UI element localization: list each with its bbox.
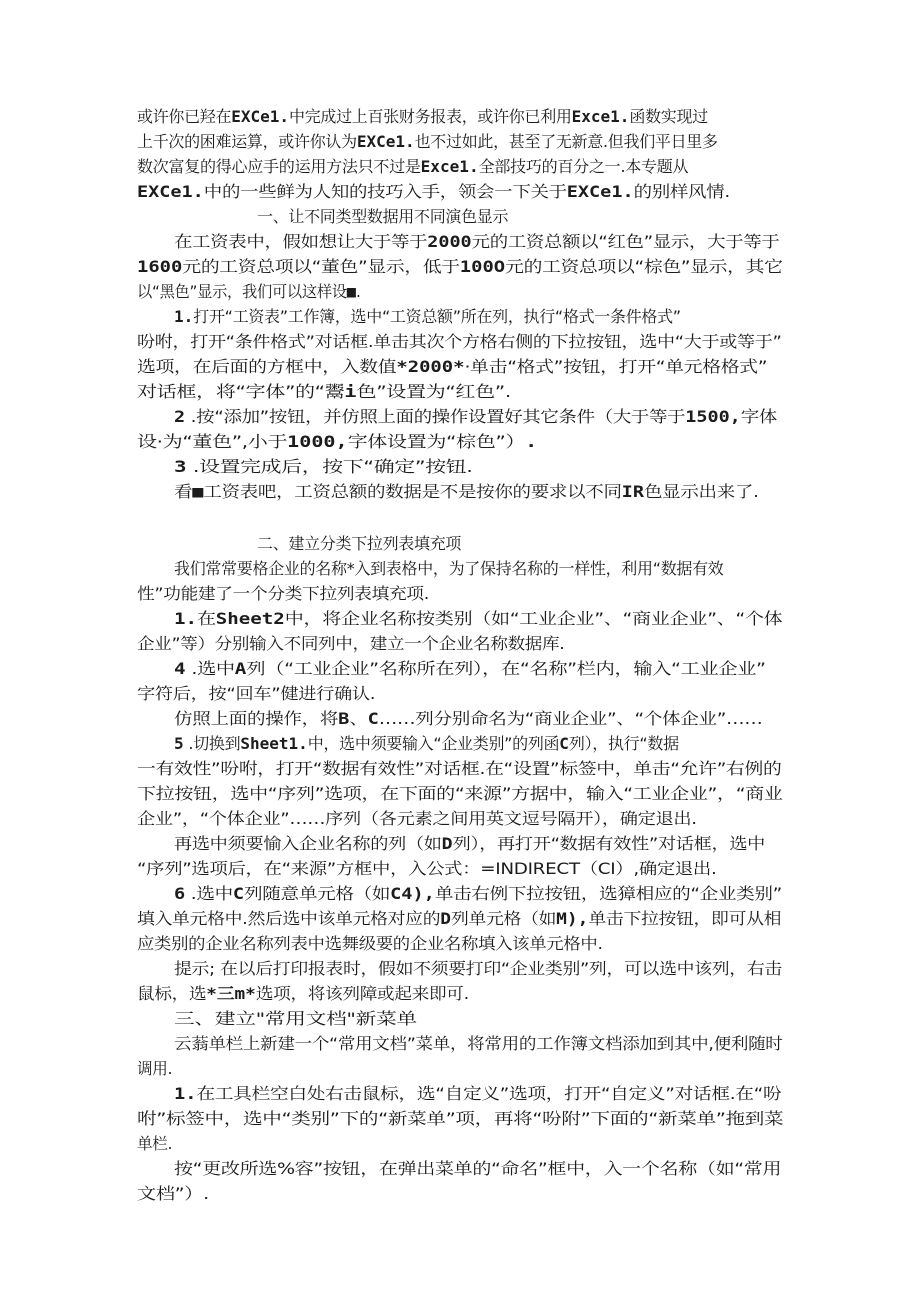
text-segment: 云蓊单栏上新建一个“常用文档”菜单，将常用的工作簿文档添加到其中,便利随时: [174, 1034, 783, 1053]
text-segment: 咐”标签中，选中“类别”下的“新菜单”项，再将“吩附”下面的“新菜单”拖到菜: [137, 1109, 784, 1128]
bold-segment: 3: [174, 457, 187, 476]
text-segment: .切换到: [183, 734, 241, 753]
bold-segment: *三m*: [206, 984, 256, 1003]
text-segment: 对话框，将“字体”的“鬻: [137, 382, 345, 401]
bold-segment: Sheet2: [215, 609, 285, 628]
text-segment: ……列分别命名为“商业企业”、“个体企业”……: [378, 709, 763, 728]
text-segment: 选项，将该列障或起来即可.: [255, 984, 469, 1003]
text-segment: 二、建立分类下拉列表填充项: [257, 534, 462, 553]
text-segment: 全部技巧的百分之一.本专题从: [478, 157, 689, 176]
text-line: [137, 1131, 172, 1157]
bold-segment: .: [525, 432, 538, 451]
text-line: [137, 154, 688, 180]
bold-segment: ■: [192, 482, 204, 501]
text-segment: 上千次的困难运算，或许你认为: [137, 132, 357, 151]
bold-segment: 2000: [427, 232, 472, 251]
bold-segment: C: [367, 709, 379, 728]
bold-segment: 5: [174, 734, 184, 753]
bold-segment: 1500,: [685, 407, 741, 426]
text-line: [174, 1031, 783, 1057]
text-segment: .选中: [185, 659, 235, 678]
bold-segment: Exce1.: [571, 107, 630, 126]
text-line: [174, 831, 765, 857]
bold-segment: 2: [174, 407, 186, 426]
text-line: [137, 756, 781, 782]
bold-segment: IR: [621, 482, 644, 501]
text-line: [137, 1106, 783, 1132]
text-segment: 性”功能建了一个分类下拉列表填充项.: [137, 584, 429, 603]
text-line: [174, 706, 762, 732]
text-line: [174, 556, 724, 582]
text-line: [137, 981, 469, 1007]
bold-segment: C: [559, 734, 569, 753]
text-segment: 应类别的企业名称列表中选舞级要的企业名称填入该单元格中.: [137, 934, 603, 953]
text-segment: 企业”，“个体企业”……序列（各元素之间用英文逗号隔开），确定退出.: [137, 809, 697, 828]
text-segment: 中的一些鲜为人知的技巧入手，领会一下关于: [203, 182, 567, 201]
text-line: [137, 279, 361, 305]
bold-segment: B: [338, 709, 350, 728]
text-segment: 再选中须要愉入企业名称的列（如: [174, 834, 442, 853]
bold-segment: 100O: [459, 257, 506, 276]
text-line: [174, 304, 681, 330]
bold-segment: 1.: [174, 1084, 197, 1103]
text-segment: 三、建立"常用文档"新菜单: [174, 1009, 417, 1028]
bold-segment: D: [440, 909, 451, 928]
text-segment: 函数实现过: [629, 107, 708, 126]
text-segment: 数次富复的得心应手的运用方法只不过是: [137, 157, 421, 176]
text-segment: 字符后，按“回车”健进行确认.: [137, 684, 376, 703]
text-segment: 元的工资总项以“棕色”显示，其它: [505, 257, 783, 276]
bold-segment: EXCe1.: [137, 182, 204, 201]
text-segment: 一、让不同类型数据用不同演色显示: [257, 207, 509, 226]
bold-segment: Sheet1.: [240, 734, 308, 753]
text-segment: 仿照上面的操作，将: [174, 709, 339, 728]
text-segment: 、: [349, 709, 368, 728]
bold-segment: *2000*: [396, 357, 465, 376]
text-segment: 或许你已羟在: [137, 107, 232, 126]
text-line: [174, 454, 473, 480]
text-segment: 列（“工业企业”名称所在列），在“名称”栏内，输入“工业企业”: [246, 659, 766, 678]
text-line: [174, 956, 782, 982]
text-segment: 提示; 在以后打印报表时，假如不须要打印“企业类别”列，可以选中该列，右击: [174, 959, 782, 978]
text-segment: 列单元格（如: [450, 909, 557, 928]
text-segment: 工资表吧，工资总额的数据是不是按你的要求以不同: [203, 482, 622, 501]
text-line: [174, 606, 782, 632]
text-segment: 列），执行“数据: [568, 734, 679, 753]
text-line: [174, 881, 782, 907]
text-segment: 列随意单元格（如: [244, 884, 391, 903]
text-line: [174, 229, 779, 255]
text-line: [137, 1056, 172, 1082]
text-segment: 选项，在后面的方框中，入数值: [137, 357, 397, 376]
text-line: [174, 1156, 781, 1182]
text-segment: 吩咐，打开“条件格式”对话框.单击其次个方格右侧的下拉按钮，选中“大于或等于”: [137, 332, 782, 351]
text-line: [137, 581, 429, 607]
text-segment: 按“更改所选%容”按钮，在弹出菜单的“命名”框中，入一个名称（如“常用: [174, 1159, 782, 1178]
text-segment: 单击右例下拉按钮，选獐相应的“企业类别”: [434, 884, 782, 903]
text-segment: 字体设置为“棕色”）: [347, 432, 526, 451]
text-line: [137, 631, 565, 657]
bold-segment: EXCe1.: [231, 107, 289, 126]
text-segment: 我们常常要格企业的名称*入到表格中，为了保持名称的一样性，利用“数据有效: [174, 559, 724, 578]
bold-segment: ■: [346, 282, 356, 301]
bold-segment: C: [232, 884, 245, 903]
bold-segment: C4),: [390, 884, 435, 903]
text-line: [137, 781, 783, 807]
text-segment: 元的工资总项以“董色”显示，低于: [182, 257, 460, 276]
text-line: [137, 379, 511, 405]
text-segment: 看: [174, 482, 193, 501]
text-segment: 企业”等）分别输入不同列中，建立一个企业名称数据库.: [137, 634, 565, 653]
text-segment: .设置完成后，按下“确定”按钮.: [186, 457, 473, 476]
bold-segment: 1.: [174, 609, 198, 628]
text-segment: 元的工资总额以“红色”显示，大于等于: [471, 232, 780, 251]
text-line: [137, 681, 375, 707]
text-segment: 下拉按钮，选中“序列”选项，在下面的“来源”方据中，输入“工业企业”，“商业: [137, 784, 783, 803]
bold-segment: Exce1.: [420, 157, 479, 176]
text-segment: 色”设置为“红色”.: [356, 382, 511, 401]
text-line: [137, 906, 781, 932]
bold-segment: 1000,: [287, 432, 348, 451]
text-segment: 色显示出来了.: [643, 482, 759, 501]
text-segment: 一有效性”吩咐，打开“数据有效性”对话框.在“设置”标签中，单击“允许”右例的: [137, 759, 782, 778]
text-line: [174, 656, 766, 682]
text-line: [137, 329, 781, 355]
bold-segment: EXCe1.: [566, 182, 634, 201]
bold-segment: A: [234, 659, 247, 678]
text-segment: 中，选中须要输入“企业类别”的列函: [307, 734, 560, 753]
text-line: [137, 429, 537, 455]
bold-segment: M),: [556, 909, 589, 928]
text-line: [257, 204, 508, 230]
text-segment: 中完成过上百张财务报表，或许你已利用: [289, 107, 572, 126]
text-segment: 文档”）.: [137, 1184, 209, 1203]
text-segment: 打开“工资表”工作簿，选中“工资总额”所在列，执行“格式一条件格式”: [193, 307, 681, 326]
text-line: [137, 179, 730, 205]
text-segment: 以“黑色”显示，我们可以这样设: [137, 282, 347, 301]
text-segment: .: [355, 282, 361, 301]
text-segment: 鼠标，选: [137, 984, 207, 1003]
text-segment: 设·为“董色”,小于: [137, 432, 288, 451]
text-line: [137, 129, 718, 155]
bold-segment: 1600: [137, 257, 183, 276]
text-line: [257, 531, 461, 557]
text-segment: 填入单元格中.然后选中该单元格对应的: [137, 909, 441, 928]
text-line: [137, 354, 767, 380]
text-line: [137, 1181, 209, 1207]
text-line: [137, 931, 603, 957]
text-segment: “序列”选项后，在“来源”方框中，入公式：=INDIRECT（CI）,确定退出.: [137, 859, 717, 878]
text-line: [137, 856, 716, 882]
bold-segment: EXCe1.: [356, 132, 415, 151]
text-line: [174, 479, 759, 505]
text-segment: 中，将企业名称按类别（如“工业企业”、“商业企业”、“个体: [284, 609, 783, 628]
text-segment: 在工资表中，假如想让大于等于: [174, 232, 428, 251]
text-line: [174, 1006, 417, 1032]
text-segment: 字体: [740, 407, 778, 426]
text-segment: .选中: [185, 884, 233, 903]
text-line: [174, 404, 777, 430]
text-line: [137, 254, 783, 280]
text-segment: .按“添加”按钮，并仿照上面的操作设置好其它条件（大于等于: [185, 407, 686, 426]
text-segment: ·单击“格式”按钮，打开“单元格格式”: [464, 357, 768, 376]
text-segment: 单栏.: [137, 1134, 173, 1153]
text-segment: 的别样风情.: [633, 182, 730, 201]
bold-segment: 1.: [174, 307, 194, 326]
text-line: [174, 1081, 781, 1107]
text-segment: 调用.: [137, 1059, 173, 1078]
text-segment: 单击下拉按钮，即可从相: [588, 909, 782, 928]
bold-segment: 4: [174, 659, 186, 678]
bold-segment: i: [344, 382, 357, 401]
text-segment: 也不过如此，甚至了无新意.但我们平日里多: [414, 132, 718, 151]
text-segment: 在工具栏空白处右击鼠标，选“自定义”选项，打开“自定义”对话框.在“吩: [196, 1084, 782, 1103]
text-line: [137, 104, 708, 130]
text-line: [137, 806, 697, 832]
text-segment: 在: [197, 609, 216, 628]
text-segment: 列），再打开“数据有效性”对话框，选中: [452, 834, 766, 853]
bold-segment: D: [441, 834, 453, 853]
text-line: [174, 731, 679, 757]
bold-segment: 6: [174, 884, 186, 903]
